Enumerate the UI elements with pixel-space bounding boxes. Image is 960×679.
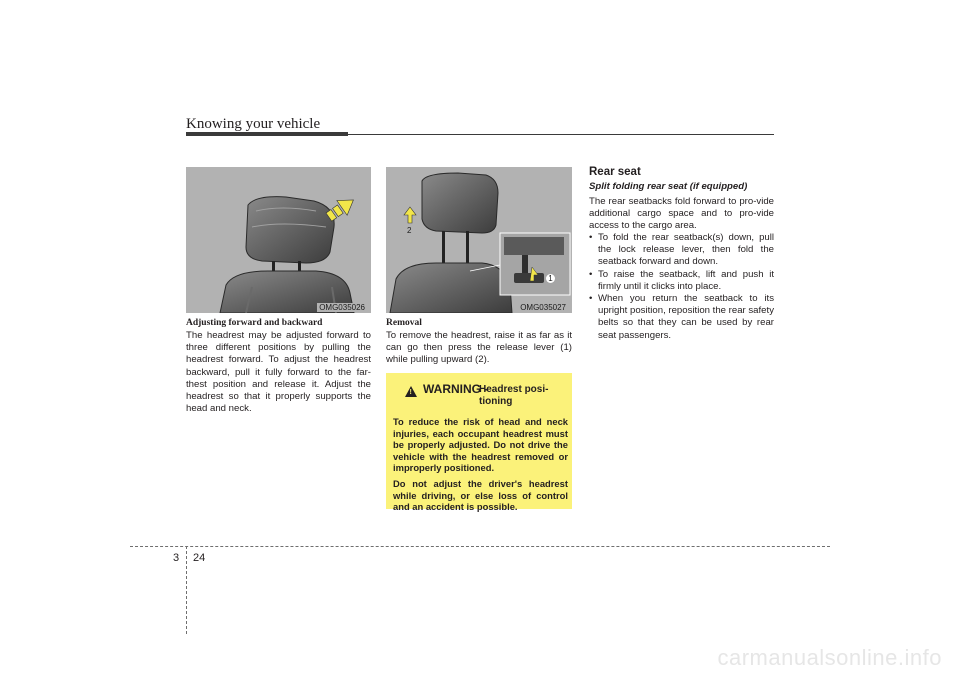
header-rule-thin — [348, 134, 774, 135]
warning-label: WARNING - — [423, 382, 489, 396]
headrest-removal-figure — [386, 167, 572, 313]
list-item: • To fold the rear seatback(s) down, pull the lock release lever, then fold the seatback forward and down. — [589, 232, 774, 268]
watermark: carmanualsonline.info — [717, 645, 942, 670]
list-item: • When you return the seatback to its upright position, reposition the rear safety belts so that they can be used by rear seat passengers. — [589, 293, 774, 341]
warning-paragraph: To reduce the risk of head and neck injuries, each occupant headrest must be properly adjusted. Do not drive the vehicle with the headrest removed or improperly positioned. — [393, 416, 568, 474]
headrest-adjust-figure — [186, 167, 371, 313]
headrest-adjust-illustration — [186, 167, 371, 313]
figure-code: OMG035027 — [520, 303, 566, 312]
bullet-dot-icon: • — [589, 232, 593, 243]
footer-rule — [130, 546, 830, 547]
rear-seat-subtitle: Split folding rear seat (if equipped) — [589, 181, 748, 192]
rear-seat-intro: The rear seatbacks fold forward to pro-vide additional cargo space and to pro-vide access to the cargo area. — [589, 196, 774, 232]
adjusting-title: Adjusting forward and backward — [186, 318, 323, 328]
bullet-dot-icon: • — [589, 268, 593, 280]
adjusting-body: The headrest may be adjusted forward to three different positions by pulling the headrest forward. To adjust the headrest backward, pull it fully forward to the far-thest position and release it. Adjust the headrest so that it properly supports the head and neck. — [186, 330, 371, 415]
figure-code: OMG035026 — [319, 303, 365, 312]
bullet-dot-icon: • — [589, 293, 593, 305]
raise-up-arrow — [404, 207, 416, 223]
rear-seat-bullets — [589, 232, 774, 342]
removal-body: To remove the headrest, raise it as far as it can go then press the release lever (1) while pulling upward (2). — [386, 330, 572, 366]
header-rule-thick — [186, 132, 348, 136]
callout-1: 1 — [546, 274, 555, 283]
warning-header — [393, 380, 568, 416]
headrest-removal-illustration — [386, 167, 572, 313]
callout-2: 2 — [407, 226, 412, 235]
footer-vertical-rule — [186, 546, 187, 634]
page-number: 24 — [193, 552, 206, 564]
rear-seat-title: Rear seat — [589, 166, 641, 178]
page-chapter: 3 — [173, 552, 180, 564]
warning-paragraph: Do not adjust the driver's headrest while driving, or else loss of control and an accident is possible. — [393, 477, 568, 513]
removal-title: Removal — [386, 318, 422, 328]
page-header-title: Knowing your vehicle — [186, 116, 321, 132]
list-item: • To raise the seatback, lift and push it firmly until it clicks into place. — [589, 268, 774, 292]
warning-title: Headrest posi-tioning — [479, 384, 549, 407]
warning-exclamation-icon: ! — [409, 389, 412, 396]
warning-box — [386, 373, 572, 513]
